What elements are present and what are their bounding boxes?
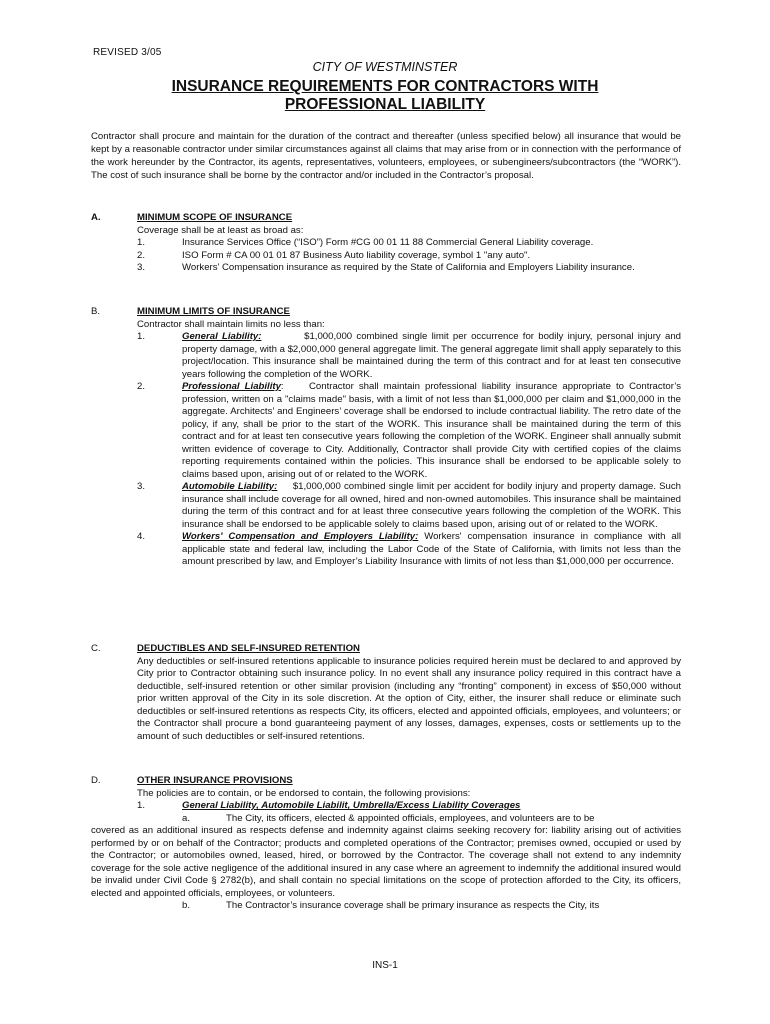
section-a — [91, 212, 681, 275]
revision-label: REVISED 3/05 — [93, 47, 162, 58]
page-number: INS-1 — [372, 960, 398, 971]
list-item: 1. General Liability, Automobile Liabilit, Umbrella/Excess Liability Coverages — [137, 800, 521, 811]
list-item: 3. Automobile Liability: $1,000,000 combined single limit per accident for bodily injury and property damage. Such insurance shall include coverage for all owned, hired and non-owned automobiles. This insurance shall be maintained during the term of this contract and for at least three consecutive years following the completion of the WORK. This insurance shall be endorsed to be applicable solely to claims based upon, arising out of or related to the WORK. — [137, 481, 682, 530]
list-item: 2. ISO Form # CA 00 01 01 87 Business Auto liability coverage, symbol 1 "any auto". — [137, 249, 531, 261]
sub-item-a-continued: covered as an additional insured as respects defense and indemnity against claims seeking recovery for: liability arising out of activities performed by or on behalf of the Contractor; products and completed operations of the Contractor; premises owned, occupied or used by the Contractor; or automobiles owned, leased, hired, or borrowed by the Contractor. The coverage shall not extend to any indemnity coverage for the sole active negligence of the additional insured in any case where an agreement to indemnify the additional insured would be invalid under Civil Code § 2782(b), and shall contain no special limitations on the scope of protection afforded to the City, its officers, elected and appointed officials, employees, or volunteers. — [91, 825, 681, 899]
section-text: Any deductibles or self-insured retentions applicable to insurance policies required herein must be declared to and approved by City prior to Contractor obtaining such insurance policy. In no event shall any insurance policy required in this contract have a deductible, self-insured retention or other similar provision (including any “fronting” component) in excess of $50,000 without prior written approval of the City in its sole discretion. At the option of City, either, the insurer shall reduce or eliminate such deductibles or self-insured retentions as respects City, its officers, elected and appointed officials, employees, and volunteers; or the Contractor shall procure a bond guaranteeing payment of any losses, damages, expenses, costs or settlements up to the amount of such deductibles or self-insured retentions. — [137, 655, 681, 742]
section-d — [91, 775, 681, 913]
section-b — [91, 306, 681, 569]
section-letter: D. — [91, 775, 101, 786]
section-lead: The policies are to contain, or be endorsed to contain, the following provisions: — [137, 787, 471, 799]
title-line-2: PROFESSIONAL LIABILITY — [284, 96, 486, 113]
section-heading: MINIMUM LIMITS OF INSURANCE — [137, 306, 290, 317]
document-title — [0, 78, 770, 114]
section-lead: Contractor shall maintain limits no less than: — [137, 318, 325, 330]
title-line-1: INSURANCE REQUIREMENTS FOR CONTRACTORS WITH — [171, 78, 599, 95]
list-item: 2. Professional Liability: Contractor shall maintain professional liability insurance appropriate to Contractor’s profession, written on a "claims made" basis, with a limit of not less than $1,000,000 per claim and $1,000,000 in the aggregate. Architects’ and Engineers’ coverage shall be endorsed to include contractual liability. The retro date of the policy, if any, shall be prior to the start of the WORK. This insurance shall be maintained during the term of this contract and for at least ten consecutive years following the completion of the WORK. Engineer shall annually submit written evidence of coverage to City. Additionally, Contractor shall provide City with certified copies of the claims reporting requirements contained within the policies. This insurance shall be endorsed to be applicable solely to claims based upon, arising out of or related to the WORK. — [137, 381, 682, 480]
section-letter: C. — [91, 643, 101, 654]
section-letter: A. — [91, 212, 101, 223]
sub-item-b: b. The Contractor’s insurance coverage shall be primary insurance as respects the City, its — [182, 900, 600, 911]
section-heading: MINIMUM SCOPE OF INSURANCE — [137, 212, 293, 223]
list-item: 4. Workers' Compensation and Employers Liability: Workers' compensation insurance in compliance with all applicable state and federal law, including the Labor Code of the State of California, with limits not less than the amount prescribed by law, and Employer’s Liability Insurance with limits of not less than $1,000,000 per occurrence. — [137, 531, 682, 567]
section-c — [91, 643, 681, 743]
sub-item-a: a. The City, its officers, elected & appointed officials, employees, and volunteers are to be — [182, 812, 595, 824]
section-lead: Coverage shall be at least as broad as: — [137, 224, 304, 236]
section-heading: OTHER INSURANCE PROVISIONS — [137, 775, 293, 786]
section-heading: DEDUCTIBLES AND SELF-INSURED RETENTION — [137, 643, 360, 654]
intro-paragraph: Contractor shall procure and maintain for the duration of the contract and thereafter (unless specified below) all insurance that would be kept by a reasonable contractor under similar circumstances against all claims that may arise from or in connection with the performance of the work hereunder by the Contractor, its agents, representatives, volunteers, employees, or subengineers/subcontractors (the “WORK”). The cost of such insurance shall be borne by the contractor and/or included in the Contractor’s proposal. — [91, 131, 681, 181]
section-letter: B. — [91, 306, 101, 317]
list-item: 1. General Liability: $1,000,000 combined single limit per occurrence for bodily injury, personal injury and property damage, with a $2,000,000 general aggregate limit. The general aggregate limit shall apply separately to this project/location. This insurance shall be maintained during the term of this contract and for at least ten consecutive years following the completion of the WORK. — [137, 331, 682, 380]
city-name: CITY OF WESTMINSTER — [312, 60, 458, 74]
list-item: 1. Insurance Services Office (“ISO”) Form #CG 00 01 11 88 Commercial General Liability coverage. — [137, 237, 594, 248]
list-item: 3. Workers’ Compensation insurance as required by the State of California and Employers Liability insurance. — [137, 262, 635, 273]
